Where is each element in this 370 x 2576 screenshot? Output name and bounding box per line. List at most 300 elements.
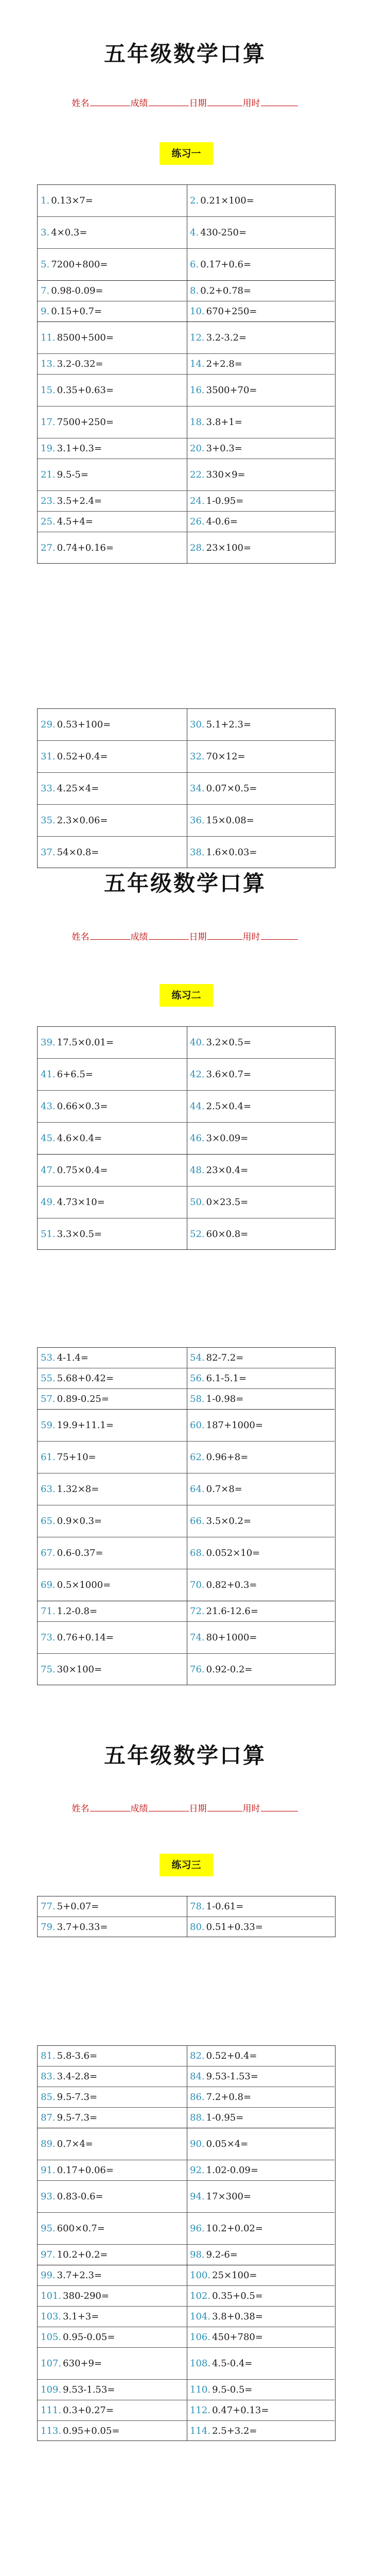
problem-expression: 9.5-7.3= (57, 2092, 98, 2103)
problem-number: 103. (41, 2311, 62, 2322)
problem-cell[interactable] (38, 1091, 187, 1123)
problem-cell[interactable] (38, 2128, 187, 2160)
problem-cell[interactable] (38, 2286, 187, 2307)
problem-table (37, 184, 336, 564)
problem-cell[interactable] (187, 2087, 334, 2108)
problem-cell[interactable] (38, 249, 187, 281)
problem-expression: 0.95+0.05= (63, 2426, 120, 2436)
score-label: 成绩 (130, 98, 148, 109)
problem-number: 96. (190, 2223, 205, 2234)
problem-number: 50. (190, 1197, 205, 1208)
problem-cell[interactable] (187, 322, 334, 354)
problem-expression: 3.7+2.3= (57, 2270, 102, 2281)
problem-expression: 70×12= (206, 751, 245, 762)
problem-expression: 2.3×0.06= (57, 815, 108, 826)
problem-number: 97. (41, 2249, 56, 2260)
problem-cell[interactable] (38, 217, 187, 249)
problem-table (37, 1896, 336, 1937)
problem-cell[interactable] (38, 322, 187, 354)
problem-expression: 0.92-0.2= (206, 1664, 253, 1675)
problem-cell[interactable] (187, 1473, 334, 1505)
problem-cell[interactable] (187, 1389, 334, 1410)
problem-number: 10. (190, 306, 205, 317)
problem-cell[interactable] (187, 2265, 334, 2286)
problem-cell[interactable] (38, 1601, 187, 1622)
name-label: 姓名 (72, 1804, 90, 1814)
problem-cell[interactable] (38, 2213, 187, 2245)
problem-expression: 23×100= (206, 543, 252, 553)
problem-expression: 0.89-0.25= (57, 1394, 109, 1404)
problem-number: 13. (41, 359, 56, 369)
problem-number: 8. (190, 285, 199, 296)
date-label: 日期 (189, 932, 207, 942)
problem-number: 66. (190, 1516, 205, 1527)
problem-cell[interactable] (38, 1917, 187, 1938)
problem-cell[interactable] (187, 2400, 334, 2421)
problem-expression: 5+0.07= (57, 1901, 99, 1912)
problem-cell[interactable] (38, 2046, 187, 2066)
problem-expression: 3.6×0.7= (206, 1069, 252, 1080)
name-label: 姓名 (72, 932, 90, 942)
problem-cell[interactable] (38, 354, 187, 375)
problem-cell[interactable] (187, 2108, 334, 2128)
problem-cell[interactable] (38, 2181, 187, 2213)
problem-expression: 9.5-7.3= (57, 2112, 98, 2123)
problem-expression: 3.2-3.2= (206, 332, 247, 343)
problem-number: 90. (190, 2139, 205, 2149)
problem-cell[interactable] (187, 837, 334, 869)
date-blank[interactable] (207, 1802, 242, 1811)
problem-cell[interactable] (187, 1155, 334, 1187)
problem-cell[interactable] (38, 805, 187, 837)
problem-number: 91. (41, 2165, 56, 2176)
problem-cell[interactable] (38, 2348, 187, 2380)
problem-expression: 1.02-0.09= (206, 2165, 258, 2176)
problem-cell[interactable] (187, 301, 334, 322)
problem-number: 105. (41, 2332, 62, 2343)
problem-expression: 0.74+0.16= (57, 543, 114, 553)
problem-number: 51. (41, 1229, 56, 1240)
problem-number: 71. (41, 1606, 56, 1617)
problem-expression: 3500+70= (206, 385, 257, 396)
problem-cell[interactable] (187, 1569, 334, 1601)
problem-cell[interactable] (38, 281, 187, 301)
problem-cell[interactable] (38, 1155, 187, 1187)
problem-expression: 0.17+0.06= (57, 2165, 114, 2176)
problem-expression: 0.96+8= (206, 1452, 249, 1463)
problem-expression: 7500+250= (57, 417, 114, 428)
problem-expression: 0.05×4= (206, 2139, 249, 2149)
problem-number: 19. (41, 443, 56, 454)
problem-number: 92. (190, 2165, 205, 2176)
problem-number: 58. (190, 1394, 205, 1404)
problem-expression: 1.32×8= (57, 1484, 99, 1495)
problem-number: 52. (190, 1229, 205, 1240)
problem-number: 89. (41, 2139, 56, 2149)
problem-number: 16. (190, 385, 205, 396)
problem-expression: 3.4-2.8= (57, 2071, 98, 2082)
problem-expression: 0.13×7= (51, 195, 93, 206)
problem-expression: 3.7+0.33= (57, 1922, 108, 1933)
date-label: 日期 (189, 1804, 207, 1814)
problem-table (37, 1347, 336, 1685)
problem-cell[interactable] (38, 1410, 187, 1442)
score-blank[interactable] (149, 96, 189, 106)
problem-number: 57. (41, 1394, 56, 1404)
problem-number: 86. (190, 2092, 205, 2103)
problem-cell[interactable] (38, 741, 187, 773)
problem-number: 9. (41, 306, 50, 317)
date-blank[interactable] (207, 930, 242, 940)
problem-cell[interactable] (38, 438, 187, 459)
problem-cell[interactable] (187, 2160, 334, 2181)
name-blank[interactable] (90, 1802, 130, 1811)
problem-cell[interactable] (38, 1622, 187, 1654)
problem-number: 98. (190, 2249, 205, 2260)
problem-cell[interactable] (187, 2046, 334, 2066)
problem-cell[interactable] (187, 1537, 334, 1569)
problem-cell[interactable] (187, 1187, 334, 1218)
problem-cell[interactable] (187, 1654, 334, 1686)
problem-number: 7. (41, 285, 50, 296)
problem-number: 14. (190, 359, 205, 369)
problem-cell[interactable] (38, 1123, 187, 1155)
problem-cell[interactable] (187, 2128, 334, 2160)
problem-expression: 0.98-0.09= (51, 285, 103, 296)
exercise-label: 练习三 (160, 1854, 213, 1876)
problem-expression: 0.53+100= (57, 719, 111, 730)
problem-cell[interactable] (38, 1187, 187, 1218)
problem-cell[interactable] (38, 2160, 187, 2181)
problem-expression: 4-0.6= (206, 516, 238, 527)
problem-number: 113. (41, 2426, 62, 2436)
problem-expression: 9.2-6= (206, 2249, 238, 2260)
problem-number: 6. (190, 259, 199, 270)
problem-number: 56. (190, 1373, 205, 1384)
problem-cell[interactable] (187, 1218, 334, 1250)
problem-expression: 0.82+0.3= (206, 1580, 257, 1590)
problem-cell[interactable] (187, 354, 334, 375)
problem-cell[interactable] (187, 512, 334, 532)
problem-number: 53. (41, 1352, 56, 1363)
problem-cell[interactable] (187, 1917, 334, 1938)
problem-number: 84. (190, 2071, 205, 2082)
problem-cell[interactable] (38, 1569, 187, 1601)
problem-number: 49. (41, 1197, 56, 1208)
problem-cell[interactable] (38, 1348, 187, 1368)
problem-number: 67. (41, 1548, 56, 1558)
problem-cell[interactable] (38, 1442, 187, 1473)
problem-expression: 0.7×4= (57, 2139, 93, 2149)
problem-expression: 0.35+0.5= (212, 2291, 263, 2301)
problem-number: 62. (190, 1452, 205, 1463)
problem-expression: 8500+500= (57, 332, 114, 343)
problem-cell[interactable] (38, 1896, 187, 1917)
page-title: 五年级数学口算 (103, 1743, 266, 1768)
problem-cell[interactable] (187, 1505, 334, 1537)
problem-expression: 3×0.09= (206, 1133, 249, 1144)
problem-expression: 3.8+1= (206, 417, 242, 428)
problem-cell[interactable] (38, 185, 187, 217)
problem-cell[interactable] (187, 2181, 334, 2213)
problem-number: 106. (190, 2332, 211, 2343)
time-blank[interactable] (261, 96, 298, 106)
score-blank[interactable] (149, 1802, 189, 1811)
problem-expression: 2.5×0.4= (206, 1101, 252, 1112)
problem-cell[interactable] (187, 1896, 334, 1917)
problem-expression: 0.5×1000= (57, 1580, 111, 1590)
problem-cell[interactable] (187, 2245, 334, 2265)
time-blank[interactable] (261, 1802, 298, 1811)
problem-cell[interactable] (187, 1368, 334, 1389)
problem-expression: 0×23.5= (206, 1197, 249, 1208)
problem-cell[interactable] (38, 2421, 187, 2442)
problem-expression: 7.2+0.8= (206, 2092, 252, 2103)
problem-cell[interactable] (38, 491, 187, 512)
date-label: 日期 (189, 98, 207, 109)
name-blank[interactable] (90, 96, 130, 106)
problem-number: 38. (190, 847, 205, 858)
problem-expression: 0.76+0.14= (57, 1632, 114, 1643)
problem-expression: 82-7.2= (206, 1352, 244, 1363)
problem-number: 75. (41, 1664, 56, 1675)
problem-expression: 0.95-0.05= (63, 2332, 115, 2343)
problem-expression: 15×0.08= (206, 815, 254, 826)
problem-expression: 5.8-3.6= (57, 2050, 98, 2061)
problem-expression: 3.1+3= (63, 2311, 99, 2322)
problem-number: 108. (190, 2358, 211, 2369)
problem-number: 64. (190, 1484, 205, 1495)
problem-number: 70. (190, 1580, 205, 1590)
problem-expression: 1-0.61= (206, 1901, 244, 1912)
name-blank[interactable] (90, 930, 130, 940)
problem-cell[interactable] (38, 2245, 187, 2265)
problem-expression: 17×300= (206, 2191, 252, 2202)
page-title: 五年级数学口算 (103, 871, 266, 896)
problem-cell[interactable] (187, 1601, 334, 1622)
problem-cell[interactable] (187, 491, 334, 512)
problem-number: 60. (190, 1420, 205, 1431)
problem-cell[interactable] (187, 406, 334, 438)
problem-number: 32. (190, 751, 205, 762)
problem-cell[interactable] (187, 2327, 334, 2348)
problem-expression: 4.25×4= (57, 783, 99, 794)
problem-expression: 0.052×10= (206, 1548, 260, 1558)
problem-cell[interactable] (38, 2307, 187, 2327)
problem-cell[interactable] (187, 2421, 334, 2442)
problem-table (37, 1026, 336, 1250)
problem-cell[interactable] (187, 281, 334, 301)
problem-expression: 0.9×0.3= (57, 1516, 102, 1527)
problem-cell[interactable] (187, 2380, 334, 2400)
problem-cell[interactable] (38, 837, 187, 869)
problem-expression: 5.1+2.3= (206, 719, 252, 730)
problem-number: 101. (41, 2291, 62, 2301)
problem-cell[interactable] (38, 1654, 187, 1686)
problem-expression: 4.73×10= (57, 1197, 105, 1208)
problem-number: 37. (41, 847, 56, 858)
problem-expression: 0.52+0.4= (206, 2050, 257, 2061)
problem-expression: 30×100= (57, 1664, 102, 1675)
problem-cell[interactable] (187, 1027, 334, 1059)
student-info-line (0, 1802, 370, 1816)
problem-number: 112. (190, 2405, 211, 2416)
problem-cell[interactable] (187, 438, 334, 459)
problem-cell[interactable] (38, 1027, 187, 1059)
problem-expression: 3.1+0.3= (57, 443, 102, 454)
problem-number: 43. (41, 1101, 56, 1112)
problem-cell[interactable] (38, 2265, 187, 2286)
problem-number: 31. (41, 751, 56, 762)
problem-number: 102. (190, 2291, 211, 2301)
problem-cell[interactable] (38, 2087, 187, 2108)
problem-number: 110. (190, 2384, 211, 2395)
problem-expression: 600×0.7= (57, 2223, 105, 2234)
problem-number: 26. (190, 516, 205, 527)
problem-cell[interactable] (187, 1622, 334, 1654)
problem-number: 107. (41, 2358, 62, 2369)
problem-number: 79. (41, 1922, 56, 1933)
problem-cell[interactable] (187, 741, 334, 773)
problem-cell[interactable] (187, 773, 334, 805)
problem-cell[interactable] (187, 1059, 334, 1091)
problem-cell[interactable] (187, 2213, 334, 2245)
problem-cell[interactable] (38, 1368, 187, 1389)
problem-number: 1. (41, 195, 50, 206)
problem-number: 24. (190, 496, 205, 506)
problem-cell[interactable] (187, 1348, 334, 1368)
problem-cell[interactable] (187, 2286, 334, 2307)
problem-number: 88. (190, 2112, 205, 2123)
problem-cell[interactable] (38, 2327, 187, 2348)
problem-expression: 7200+800= (51, 259, 108, 270)
problem-number: 111. (41, 2405, 62, 2416)
problem-cell[interactable] (187, 1091, 334, 1123)
problem-expression: 10.2+0.02= (206, 2223, 263, 2234)
problem-number: 109. (41, 2384, 62, 2395)
problem-expression: 6.1-5.1= (206, 1373, 247, 1384)
problem-number: 104. (190, 2311, 211, 2322)
problem-cell[interactable] (38, 2066, 187, 2087)
problem-number: 80. (190, 1922, 205, 1933)
problem-cell[interactable] (38, 2108, 187, 2128)
problem-expression: 4×0.3= (51, 227, 87, 238)
problem-number: 99. (41, 2270, 56, 2281)
problem-cell[interactable] (38, 1059, 187, 1091)
exercise-label: 练习二 (160, 984, 213, 1007)
problem-expression: 80+1000= (206, 1632, 257, 1643)
problem-cell[interactable] (38, 1389, 187, 1410)
problem-cell[interactable] (38, 406, 187, 438)
problem-number: 45. (41, 1133, 56, 1144)
problem-cell[interactable] (38, 1473, 187, 1505)
problem-expression: 9.5-5= (57, 469, 89, 480)
problem-expression: 54×0.8= (57, 847, 99, 858)
problem-cell[interactable] (38, 2400, 187, 2421)
problem-number: 11. (41, 332, 56, 343)
problem-cell[interactable] (187, 709, 334, 741)
problem-cell[interactable] (38, 301, 187, 322)
problem-expression: 0.75×0.4= (57, 1165, 108, 1176)
problem-cell[interactable] (38, 1505, 187, 1537)
problem-number: 83. (41, 2071, 56, 2082)
problem-cell[interactable] (38, 459, 187, 491)
problem-expression: 4.6×0.4= (57, 1133, 102, 1144)
problem-cell[interactable] (187, 249, 334, 281)
problem-expression: 3+0.3= (206, 443, 242, 454)
problem-cell[interactable] (38, 773, 187, 805)
problem-expression: 2+2.8= (206, 359, 242, 369)
score-blank[interactable] (149, 930, 189, 940)
problem-expression: 1-0.95= (206, 496, 244, 506)
problem-cell[interactable] (187, 459, 334, 491)
problem-expression: 0.6-0.37= (57, 1548, 103, 1558)
problem-expression: 0.47+0.13= (212, 2405, 269, 2416)
problem-cell[interactable] (187, 1123, 334, 1155)
problem-expression: 3.5×0.2= (206, 1516, 252, 1527)
problem-cell[interactable] (38, 2380, 187, 2400)
problem-cell[interactable] (187, 805, 334, 837)
problem-expression: 5.68+0.42= (57, 1373, 114, 1384)
problem-cell[interactable] (38, 512, 187, 532)
problem-number: 46. (190, 1133, 205, 1144)
problem-number: 42. (190, 1069, 205, 1080)
problem-cell[interactable] (187, 2307, 334, 2327)
problem-expression: 1-0.98= (206, 1394, 244, 1404)
student-info-line (0, 96, 370, 110)
problem-expression: 17.5×0.01= (57, 1037, 114, 1048)
problem-cell[interactable] (187, 2348, 334, 2380)
problem-expression: 670+250= (206, 306, 257, 317)
problem-cell[interactable] (187, 185, 334, 217)
problem-cell[interactable] (187, 2066, 334, 2087)
problem-expression: 0.7×8= (206, 1484, 242, 1495)
problem-cell[interactable] (187, 217, 334, 249)
problem-number: 4. (190, 227, 199, 238)
problem-number: 29. (41, 719, 56, 730)
problem-number: 22. (190, 469, 205, 480)
problem-expression: 0.21×100= (200, 195, 254, 206)
problem-expression: 430-250= (200, 227, 247, 238)
problem-cell[interactable] (187, 532, 334, 564)
problem-number: 54. (190, 1352, 205, 1363)
problem-cell[interactable] (38, 532, 187, 564)
problem-cell[interactable] (38, 375, 187, 406)
time-label: 用时 (242, 1804, 260, 1814)
problem-expression: 0.51+0.33= (206, 1922, 263, 1933)
problem-cell[interactable] (187, 1410, 334, 1442)
problem-cell[interactable] (187, 375, 334, 406)
problem-number: 27. (41, 543, 56, 553)
problem-number: 114. (190, 2426, 211, 2436)
problem-cell[interactable] (38, 709, 187, 741)
problem-number: 41. (41, 1069, 56, 1080)
problem-expression: 0.52+0.4= (57, 751, 108, 762)
problem-number: 59. (41, 1420, 56, 1431)
problem-cell[interactable] (38, 1537, 187, 1569)
problem-cell[interactable] (187, 1442, 334, 1473)
date-blank[interactable] (207, 96, 242, 106)
problem-number: 35. (41, 815, 56, 826)
problem-expression: 380-290= (63, 2291, 109, 2301)
problem-cell[interactable] (38, 1218, 187, 1250)
problem-expression: 4.5-0.4= (212, 2358, 253, 2369)
problem-number: 72. (190, 1606, 205, 1617)
problem-expression: 21.6-12.6= (206, 1606, 258, 1617)
problem-expression: 3.3×0.5= (57, 1229, 102, 1240)
time-label: 用时 (242, 98, 260, 109)
time-blank[interactable] (261, 930, 298, 940)
